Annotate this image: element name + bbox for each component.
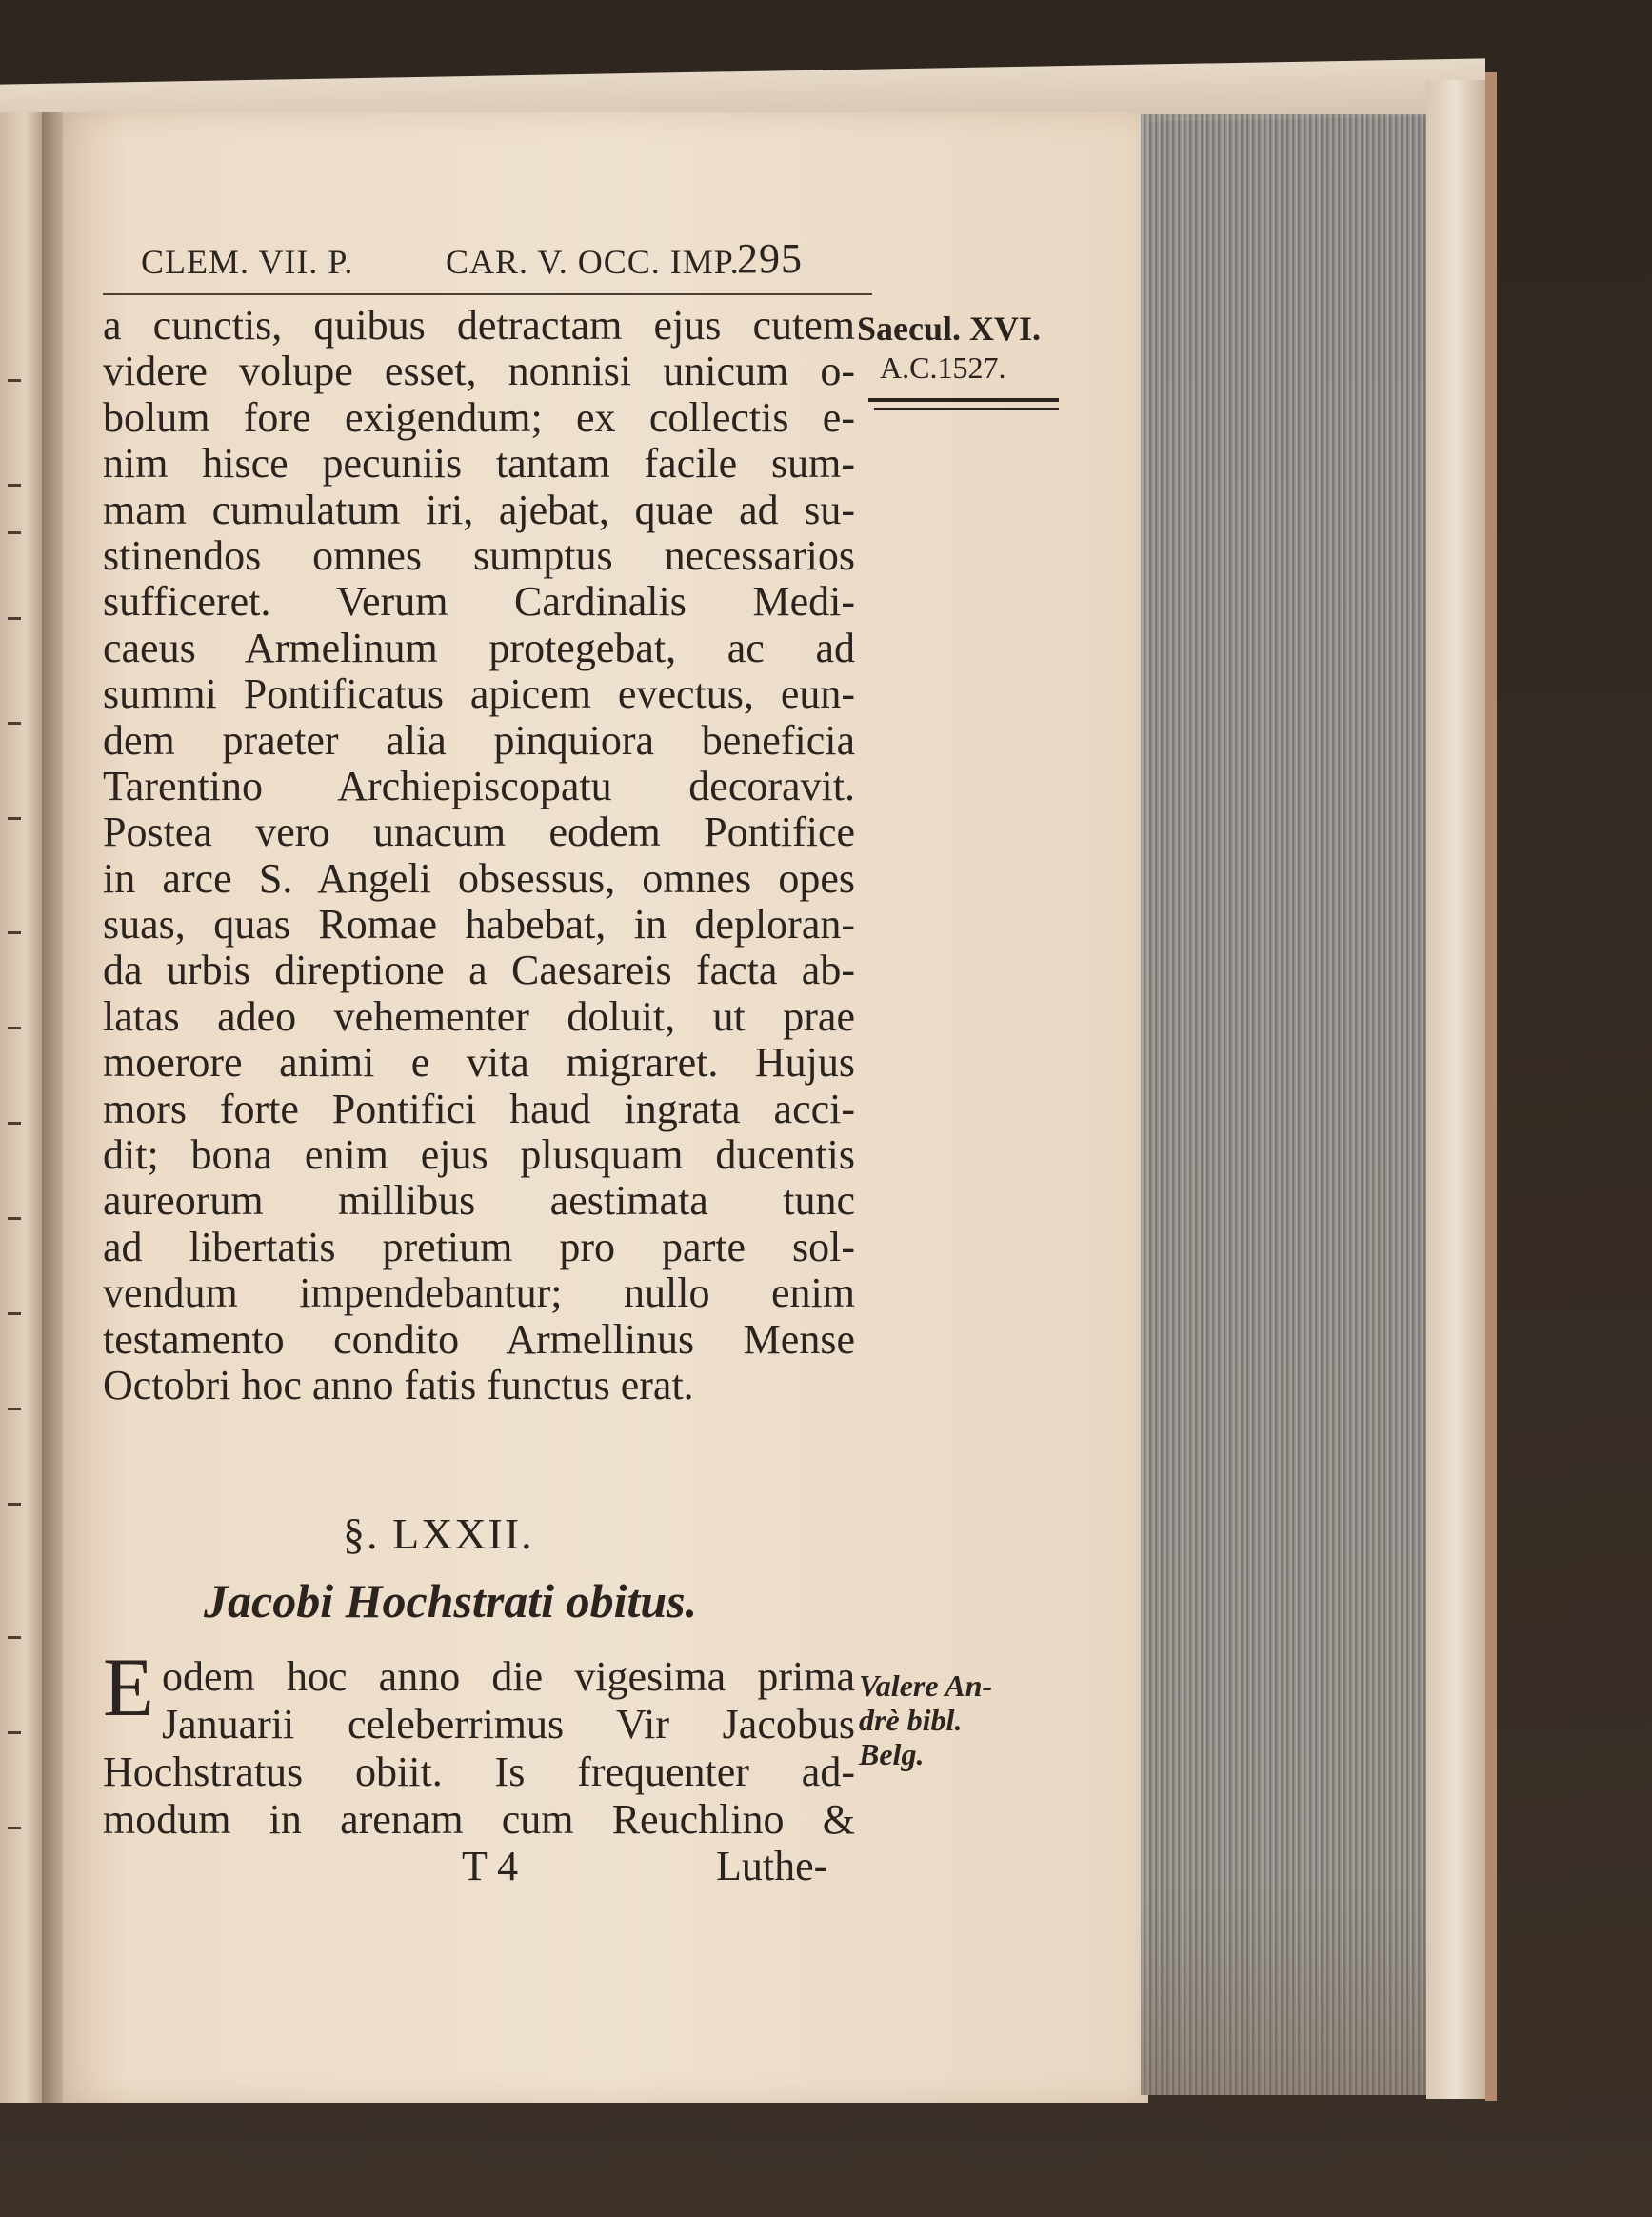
text-line: bolum fore exigendum; ex collectis e-	[103, 393, 855, 441]
body-paragraph	[103, 303, 855, 1408]
text-line: da urbis direptione a Caesareis facta ab-	[103, 947, 855, 994]
text-line: moerore animi e vita migraret. Hujus	[103, 1039, 855, 1087]
second-paragraph	[103, 1653, 855, 1844]
margin-note-century: Saecul. XVI.	[857, 310, 1042, 348]
text-line: odem hoc anno die vigesima prima	[162, 1653, 855, 1700]
text-line: videre volupe esset, nonnisi unicum o-	[103, 348, 855, 395]
text-line: stinendos omnes sumptus necessarios	[103, 531, 855, 579]
margin-rule	[874, 408, 1059, 410]
text-line: summi Pontificatus apicem evectus, eun-	[103, 670, 855, 718]
margin-rule	[868, 398, 1059, 402]
text-line: Tarentino Archiepiscopatu decoravit.	[103, 762, 855, 809]
text-line: mam cumulatum iri, ajebat, quae ad su-	[103, 486, 855, 533]
text-line: latas adeo vehementer doluit, ut prae	[103, 992, 855, 1040]
header-rule	[103, 293, 872, 295]
text-line: mors forte Pontifici haud ingrata acci-	[103, 1085, 855, 1132]
page-number: 295	[737, 235, 803, 282]
margin-note-line: Belg.	[859, 1737, 925, 1771]
running-header	[141, 232, 884, 280]
margin-note-line: Valere An-	[859, 1668, 993, 1703]
drop-capital: E	[103, 1642, 154, 1734]
margin-note-year: A.C.1527.	[880, 350, 1006, 385]
text-line: dit; bona enim ejus plusquam ducentis	[103, 1131, 855, 1179]
text-line: Januarii celeberrimus Vir Jacobus	[162, 1701, 855, 1748]
catchword: Luthe-	[716, 1843, 828, 1889]
text-line: in arce S. Angeli obsessus, omnes opes	[103, 854, 855, 902]
header-center: CAR. V. OCC. IMP.	[446, 243, 740, 281]
facing-page-edge	[0, 112, 42, 2103]
text-line: Hochstratus obiit. Is frequenter ad-	[103, 1748, 855, 1795]
margin-note-source	[859, 1668, 992, 1771]
margin-note-line: drè bibl.	[859, 1703, 963, 1737]
text-line: ad libertatis pretium pro parte sol-	[103, 1223, 855, 1270]
text-line: Postea vero unacum eodem Pontifice	[103, 809, 855, 856]
text-line: vendum impendebantur; nullo enim	[103, 1269, 855, 1317]
fore-edge-shading	[1141, 1886, 1426, 2095]
text-line: caeus Armelinum protegebat, ac ad	[103, 624, 855, 671]
text-line: suas, quas Romae habebat, in deploran-	[103, 901, 855, 949]
book-cover-board	[1426, 80, 1485, 2099]
text-line: sufficeret. Verum Cardinalis Medi-	[103, 578, 855, 626]
text-line: a cunctis, quibus detractam ejus cutem	[103, 302, 855, 349]
page-block-fore-edge	[1141, 114, 1426, 2095]
text-line: modum in arenam cum Reuchlino &	[103, 1796, 855, 1843]
text-line: testamento condito Armellinus Mense	[103, 1315, 855, 1363]
text-line: nim hisce pecuniis tantam facile sum-	[103, 440, 855, 488]
text-line: dem praeter alia pinquiora beneficia	[103, 716, 855, 764]
text-line: aureorum millibus aestimata tunc	[103, 1177, 855, 1225]
book-cover-edge	[1485, 72, 1497, 2101]
signature-mark: T 4	[462, 1843, 519, 1889]
section-title: Jacobi Hochstrati obitus.	[204, 1574, 698, 1628]
header-left: CLEM. VII. P.	[141, 243, 354, 281]
text-line: Octobri hoc anno fatis functus erat.	[103, 1361, 694, 1408]
section-number: §. LXXII.	[343, 1509, 534, 1558]
